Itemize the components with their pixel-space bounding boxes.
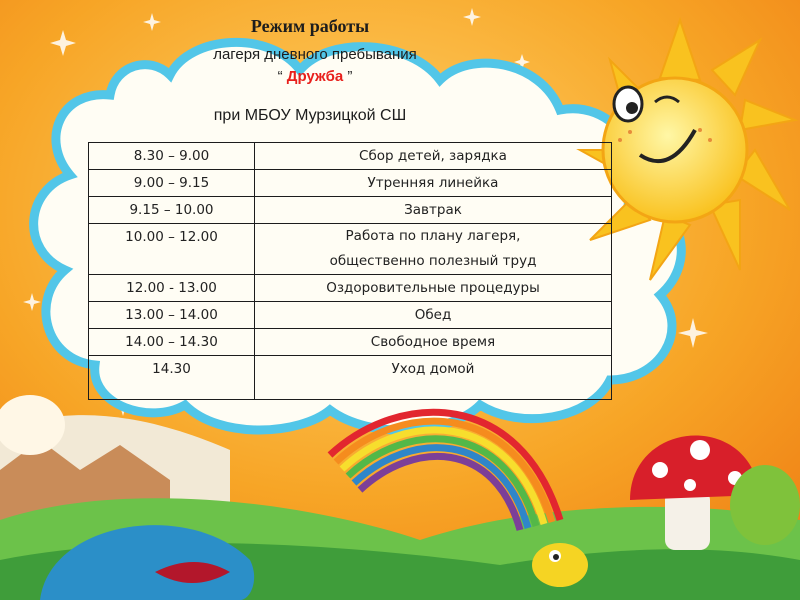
- activity-cell: Обед: [255, 302, 612, 329]
- table-row: [89, 275, 612, 302]
- camp-name: Дружба: [286, 68, 344, 85]
- quote-close: ”: [347, 68, 353, 85]
- activity-cell: Сбор детей, зарядка: [255, 143, 612, 170]
- time-cell: 12.00 - 13.00: [89, 275, 255, 302]
- time-cell: 14.30: [89, 356, 255, 400]
- table-row: [89, 302, 612, 329]
- activity-line: общественно полезный труд: [329, 253, 537, 269]
- activity-cell: [255, 224, 612, 275]
- table-row: [89, 197, 612, 224]
- table-row: [89, 170, 612, 197]
- table-row: [89, 224, 612, 275]
- activity-cell: Завтрак: [255, 197, 612, 224]
- activity-cell: Уход домой: [255, 356, 612, 400]
- time-cell: 13.00 – 14.00: [89, 302, 255, 329]
- table-row: [89, 329, 612, 356]
- page-subtitle: лагеря дневного пребывания: [213, 46, 417, 63]
- table-row: [89, 143, 612, 170]
- activity-cell: Свободное время: [255, 329, 612, 356]
- schedule-table: [88, 142, 612, 400]
- time-cell: 10.00 – 12.00: [89, 224, 255, 275]
- activity-cell: Утренняя линейка: [255, 170, 612, 197]
- activity-cell: Оздоровительные процедуры: [255, 275, 612, 302]
- activity-line: Работа по плану лагеря,: [345, 228, 521, 244]
- camp-name-line: [0, 68, 630, 85]
- school-name: при МБОУ Мурзицкой СШ: [213, 107, 407, 124]
- table-row: [89, 356, 612, 400]
- time-cell: 9.00 – 9.15: [89, 170, 255, 197]
- time-cell: 8.30 – 9.00: [89, 143, 255, 170]
- page-title: Режим работы: [250, 16, 370, 36]
- quote-open: “: [277, 68, 283, 85]
- time-cell: 14.00 – 14.30: [89, 329, 255, 356]
- time-cell: 9.15 – 10.00: [89, 197, 255, 224]
